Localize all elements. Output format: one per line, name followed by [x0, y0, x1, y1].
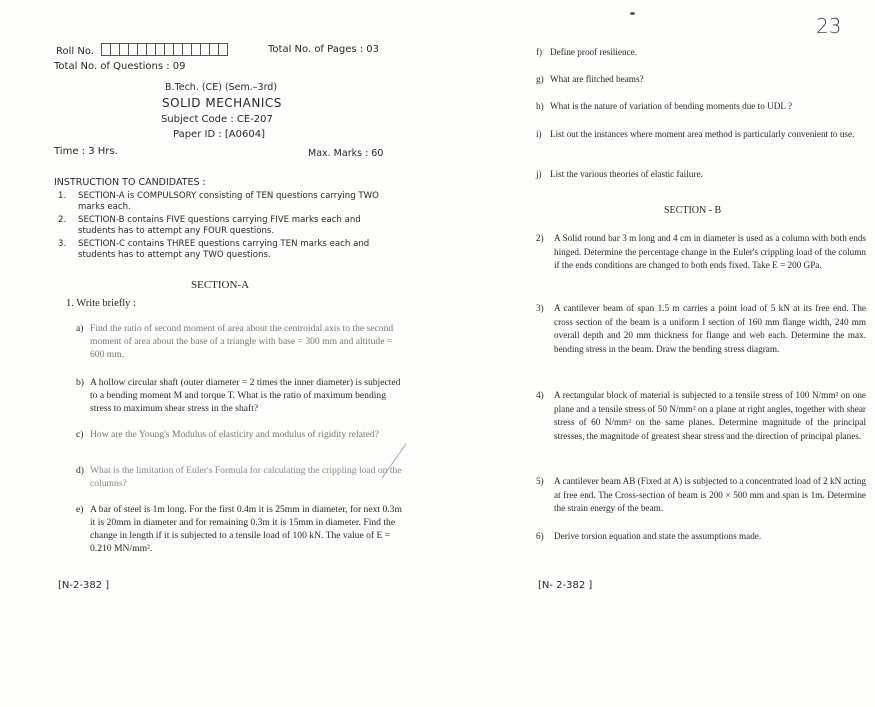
question-i: i) List out the instances where moment area method is particularly convenient to use.	[536, 129, 855, 139]
question-f: f) Define proof resilience.	[536, 47, 637, 57]
question-e: e) A bar of steel is 1m long. For the first 0.4m it is 25mm in diameter, for next 0.3m it is 20mm in diameter and for remaining 0.3m it is 15mm in diameter. Find the change in length if it is subjected to a tensile load of 100 kN. The value of E = 0.210 MN/mm².	[76, 504, 402, 554]
question-g: g) What are flitched beams?	[536, 74, 644, 84]
roll-number-label: Roll No.	[56, 46, 94, 57]
question-c: c) How are the Young's Modulus of elasticity and modulus of rigidity related?	[76, 429, 379, 440]
write-briefly: 1. Write briefly :	[66, 298, 136, 309]
question-d: d) What is the limitation of Euler's Formula for calculating the crippling load on the columns?	[76, 465, 402, 489]
paper-id: Paper ID : [A0604]	[173, 129, 265, 140]
problem-5: 5) A cantilever beam AB (Fixed at A) is subjected to a concentrated load of 2 kN acting at free end. The Cross-section of beam is 200 × 500 mm and span is 1m. Determine the strain energy of the beam.	[536, 476, 866, 513]
total-questions: Total No. of Questions : 09	[54, 61, 186, 72]
exam-time: Time : 3 Hrs.	[54, 146, 118, 157]
total-pages: Total No. of Pages : 03	[268, 44, 380, 55]
subject-title: SOLID MECHANICS	[162, 96, 282, 110]
question-j: j) List the various theories of elastic failure.	[536, 169, 703, 179]
roll-number-boxes	[101, 43, 228, 59]
problem-2: 2) A Solid round bar 3 m long and 4 cm in diameter is used as a column with both ends hinged. Determine the percentage change in the Euler's crippling load of the column if the ends conditions are changed to both ends fixed. Take E = 200 GPa.	[536, 233, 866, 270]
instructions-list	[58, 191, 398, 263]
left-footer: [N-2-382 ]	[58, 580, 110, 591]
handwritten-page-number: 23	[816, 14, 842, 38]
pen-mark	[380, 440, 410, 480]
course-name: B.Tech. (CE) (Sem.–3rd)	[165, 82, 278, 93]
section-b-heading: SECTION - B	[664, 205, 722, 216]
roll-number	[56, 43, 228, 59]
question-h: h) What is the nature of variation of bending moments due to UDL ?	[536, 101, 793, 111]
question-b: b) A hollow circular shaft (outer diameter = 2 times the inner diameter) is subjected to a bending moment M and torque T. What is the ratio of maximum bending stress to maximum shear stress in the shaft?	[76, 377, 401, 414]
section-a-heading: SECTION-A	[191, 279, 250, 291]
instructions-heading: INSTRUCTION TO CANDIDATES :	[54, 177, 206, 188]
subject-code: Subject Code : CE-207	[161, 114, 273, 125]
instruction-item: 1. SECTION-A is COMPULSORY consisting of TEN questions carrying TWO marks each.	[58, 191, 379, 212]
problem-3: 3) A cantilever beam of span 1.5 m carries a point load of 5 kN at its free end. The cross section of the beam is a uniform I section of 160 mm flange width, 240 mm overall depth and 20 mm thickness for flange and web each. Determine the max. bending stress in the beam. Draw the bending stress diagram.	[536, 303, 866, 354]
instruction-item: 2. SECTION-B contains FIVE questions carrying FIVE marks each and students has to attempt any FOUR questions.	[58, 215, 361, 236]
problem-6: 6) Derive torsion equation and state the assumptions made.	[536, 531, 762, 541]
right-footer: [N- 2-382 ]	[538, 580, 593, 591]
instruction-item: 3. SECTION-C contains THREE questions carrying TEN marks each and students has to attempt any TWO questions.	[58, 239, 370, 260]
left-page	[0, 0, 437, 707]
question-a: a) Find the ratio of second moment of area about the centroidal axis to the second moment of area about the base of a triangle with base = 300 mm and altitude = 600 mm.	[76, 323, 394, 360]
ink-spot	[630, 12, 635, 15]
max-marks: Max. Marks : 60	[308, 148, 384, 159]
problem-4: 4) A rectangular block of material is subjected to a tensile stress of 100 N/mm² on one plane and a tensile stress of 50 N/mm² on a plane at right angles, together with shear stress of 60 N/mm² on the same planes. Determine magnitude of the principal stresses, the magnitude of greatest shear stress and the direction of principal planes.	[536, 390, 866, 441]
